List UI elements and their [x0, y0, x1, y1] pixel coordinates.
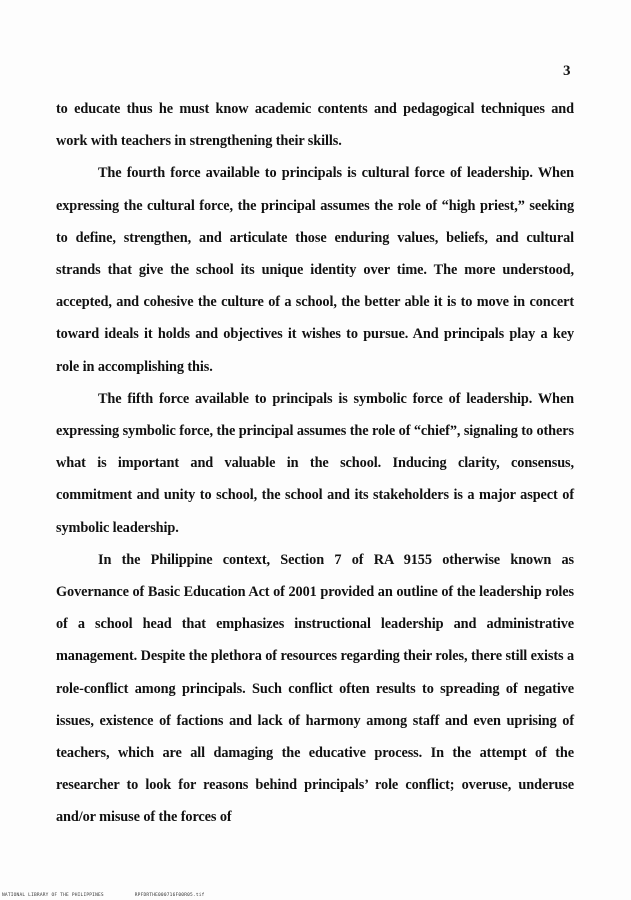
paragraph-continuation: to educate thus he must know academic contents and pedagogical techniques and work with teachers in strengthening their skills. — [56, 101, 574, 150]
scan-footer — [2, 893, 233, 898]
page-number: 3 — [563, 63, 571, 79]
footer-library-name: NATIONAL LIBRARY OF THE PHILIPPINES — [2, 893, 104, 898]
paragraph-symbolic-force: The fifth force available to principals is symbolic force of leadership. When expressing symbolic force, the principal assumes the role of “chief”, signaling to others what is important and valuable in the school. Inducing clarity, consensus, commitment and unity to school, the school and its stakeholders is a major aspect of symbolic leadership. — [56, 390, 574, 536]
paragraph-philippine-context: In the Philippine context, Section 7 of RA 9155 otherwise known as Governance of Basic Education Act of 2001 provided an outline of the leadership roles of a school head that emphasizes instructional leadership and administrative management. Despite the plethora of resources regarding their roles, there still exists a role-conflict among principals. Such conflict often results to spreading of negative issues, existence of factions and lack of harmony among staff and even uprising of teachers, which are all damaging the educative process. In the attempt of the researcher to look for reasons behind principals’ role conflict; overuse, underuse and/or misuse of the forces of — [56, 551, 574, 826]
footer-file-code: RPFDRTHE000716F00R05.tif — [134, 893, 205, 898]
document-body — [56, 93, 574, 834]
paragraph-cultural-force: The fourth force available to principals is cultural force of leadership. When expressing the cultural force, the principal assumes the role of “high priest,” seeking to define, strengthen, and articulate those enduring values, beliefs, and cultural strands that give the school its unique identity over time. The more understood, accepted, and cohesive the culture of a school, the better able it is to move in concert toward ideals it holds and objectives it wishes to pursue. And principals play a key role in accomplishing this. — [56, 165, 574, 375]
